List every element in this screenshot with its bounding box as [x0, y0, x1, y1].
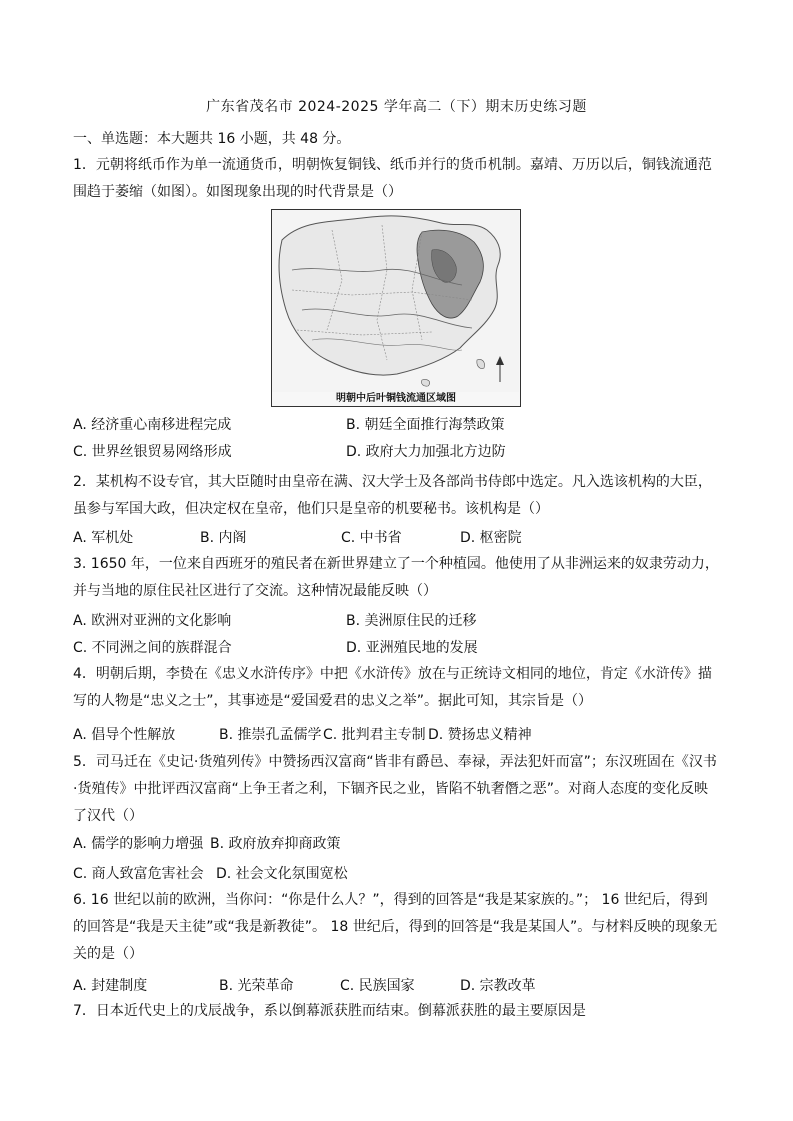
q4-option-c: C. 批判君主专制 — [323, 727, 426, 743]
q2-option-d: D. 枢密院 — [460, 530, 522, 546]
q1-option-a: A. 经济重心南移进程完成 — [73, 417, 232, 433]
q6-option-a: A. 封建制度 — [73, 978, 148, 994]
q4-option-d: D. 赞扬忠义精神 — [428, 727, 532, 743]
question-5-stem: 5．司马迁在《史记·货殖列传》中赞扬西汉富商“皆非有爵邑、奉禄，弄法犯奸而富”；东汉班固在《汉书·货殖传》中批评西汉富商“上争王者之利，下锢齐民之业，皆陷不轨奢僭之恶”。对商人态度的变化反映了汉代（） — [73, 754, 717, 824]
q5-option-b: B. 政府放弃抑商政策 — [210, 836, 341, 852]
q3-option-a: A. 欧洲对亚洲的文化影响 — [73, 613, 232, 629]
q6-option-d: D. 宗教改革 — [460, 978, 536, 994]
map-caption: 明朝中后叶铜钱流通区域图 — [336, 393, 456, 404]
q1-option-b: B. 朝廷全面推行海禁政策 — [346, 417, 505, 433]
q5-option-d: D. 社会文化氛围宽松 — [216, 866, 348, 882]
q6-option-c: C. 民族国家 — [340, 978, 415, 994]
question-4-stem: 4．明朝后期，李贽在《忠义水浒传序》中把《水浒传》放在与正统诗文相同的地位，肯定《水浒传》描写的人物是“忠义之士”，其事迹是“爱国爱君的忠义之举”。据此可知，其宗旨是（） — [73, 666, 712, 709]
question-7-stem: 7．日本近代史上的戊辰战争，系以倒幕派获胜而结束。倒幕派获胜的最主要原因是 — [73, 1003, 586, 1019]
q3-option-d: D. 亚洲殖民地的发展 — [346, 640, 478, 656]
map-image — [272, 210, 519, 392]
question-2-stem: 2．某机构不设专官，其大臣随时由皇帝在满、汉大学士及各部尚书侍郎中选定。凡入选该机构的大臣，虽参与军国大政，但决定权在皇帝，他们只是皇帝的机要秘书。该机构是（） — [73, 474, 712, 517]
question-3-stem: 3. 1650 年，一位来自西班牙的殖民者在新世界建立了一个种植园。他使用了从非洲运来的奴隶劳动力，并与当地的原住民社区进行了交流。这种情况最能反映（） — [73, 556, 719, 599]
map-figure — [271, 209, 521, 407]
q3-option-c: C. 不同洲之间的族群混合 — [73, 640, 232, 656]
question-1-stem: 1．元朝将纸币作为单一流通货币，明朝恢复铜钱、纸币并行的货币机制。嘉靖、万历以后，铜钱流通范围趋于萎缩（如图）。如图现象出现的时代背景是（） — [73, 157, 712, 200]
q2-option-a: A. 军机处 — [73, 530, 134, 546]
q1-option-d: D. 政府大力加强北方边防 — [346, 444, 506, 460]
q5-option-a: A. 儒学的影响力增强 — [73, 836, 204, 852]
section-heading: 一、单选题：本大题共 16 小题，共 48 分。 — [73, 131, 351, 147]
q2-option-b: B. 内阁 — [200, 530, 247, 546]
q6-option-b: B. 光荣革命 — [219, 978, 294, 994]
q1-option-c: C. 世界丝银贸易网络形成 — [73, 444, 232, 460]
q5-option-c: C. 商人致富危害社会 — [73, 866, 204, 882]
q3-option-b: B. 美洲原住民的迁移 — [346, 613, 477, 629]
page-title: 广东省茂名市 2024-2025 学年高二（下）期末历史练习题 — [206, 99, 587, 115]
q4-option-a: A. 倡导个性解放 — [73, 727, 176, 743]
q4-option-b: B. 推崇孔孟儒学 — [219, 727, 322, 743]
q2-option-c: C. 中书省 — [341, 530, 402, 546]
question-6-stem: 6. 16 世纪以前的欧洲，当你问：“你是什么人？”，得到的回答是“我是某家族的。”； 16 世纪后，得到的回答是“我是天主徒”或“我是新教徒”。 18 世纪后，得到的回答是“我是某国人”。与材料反映的现象无关的是（） — [73, 892, 718, 962]
